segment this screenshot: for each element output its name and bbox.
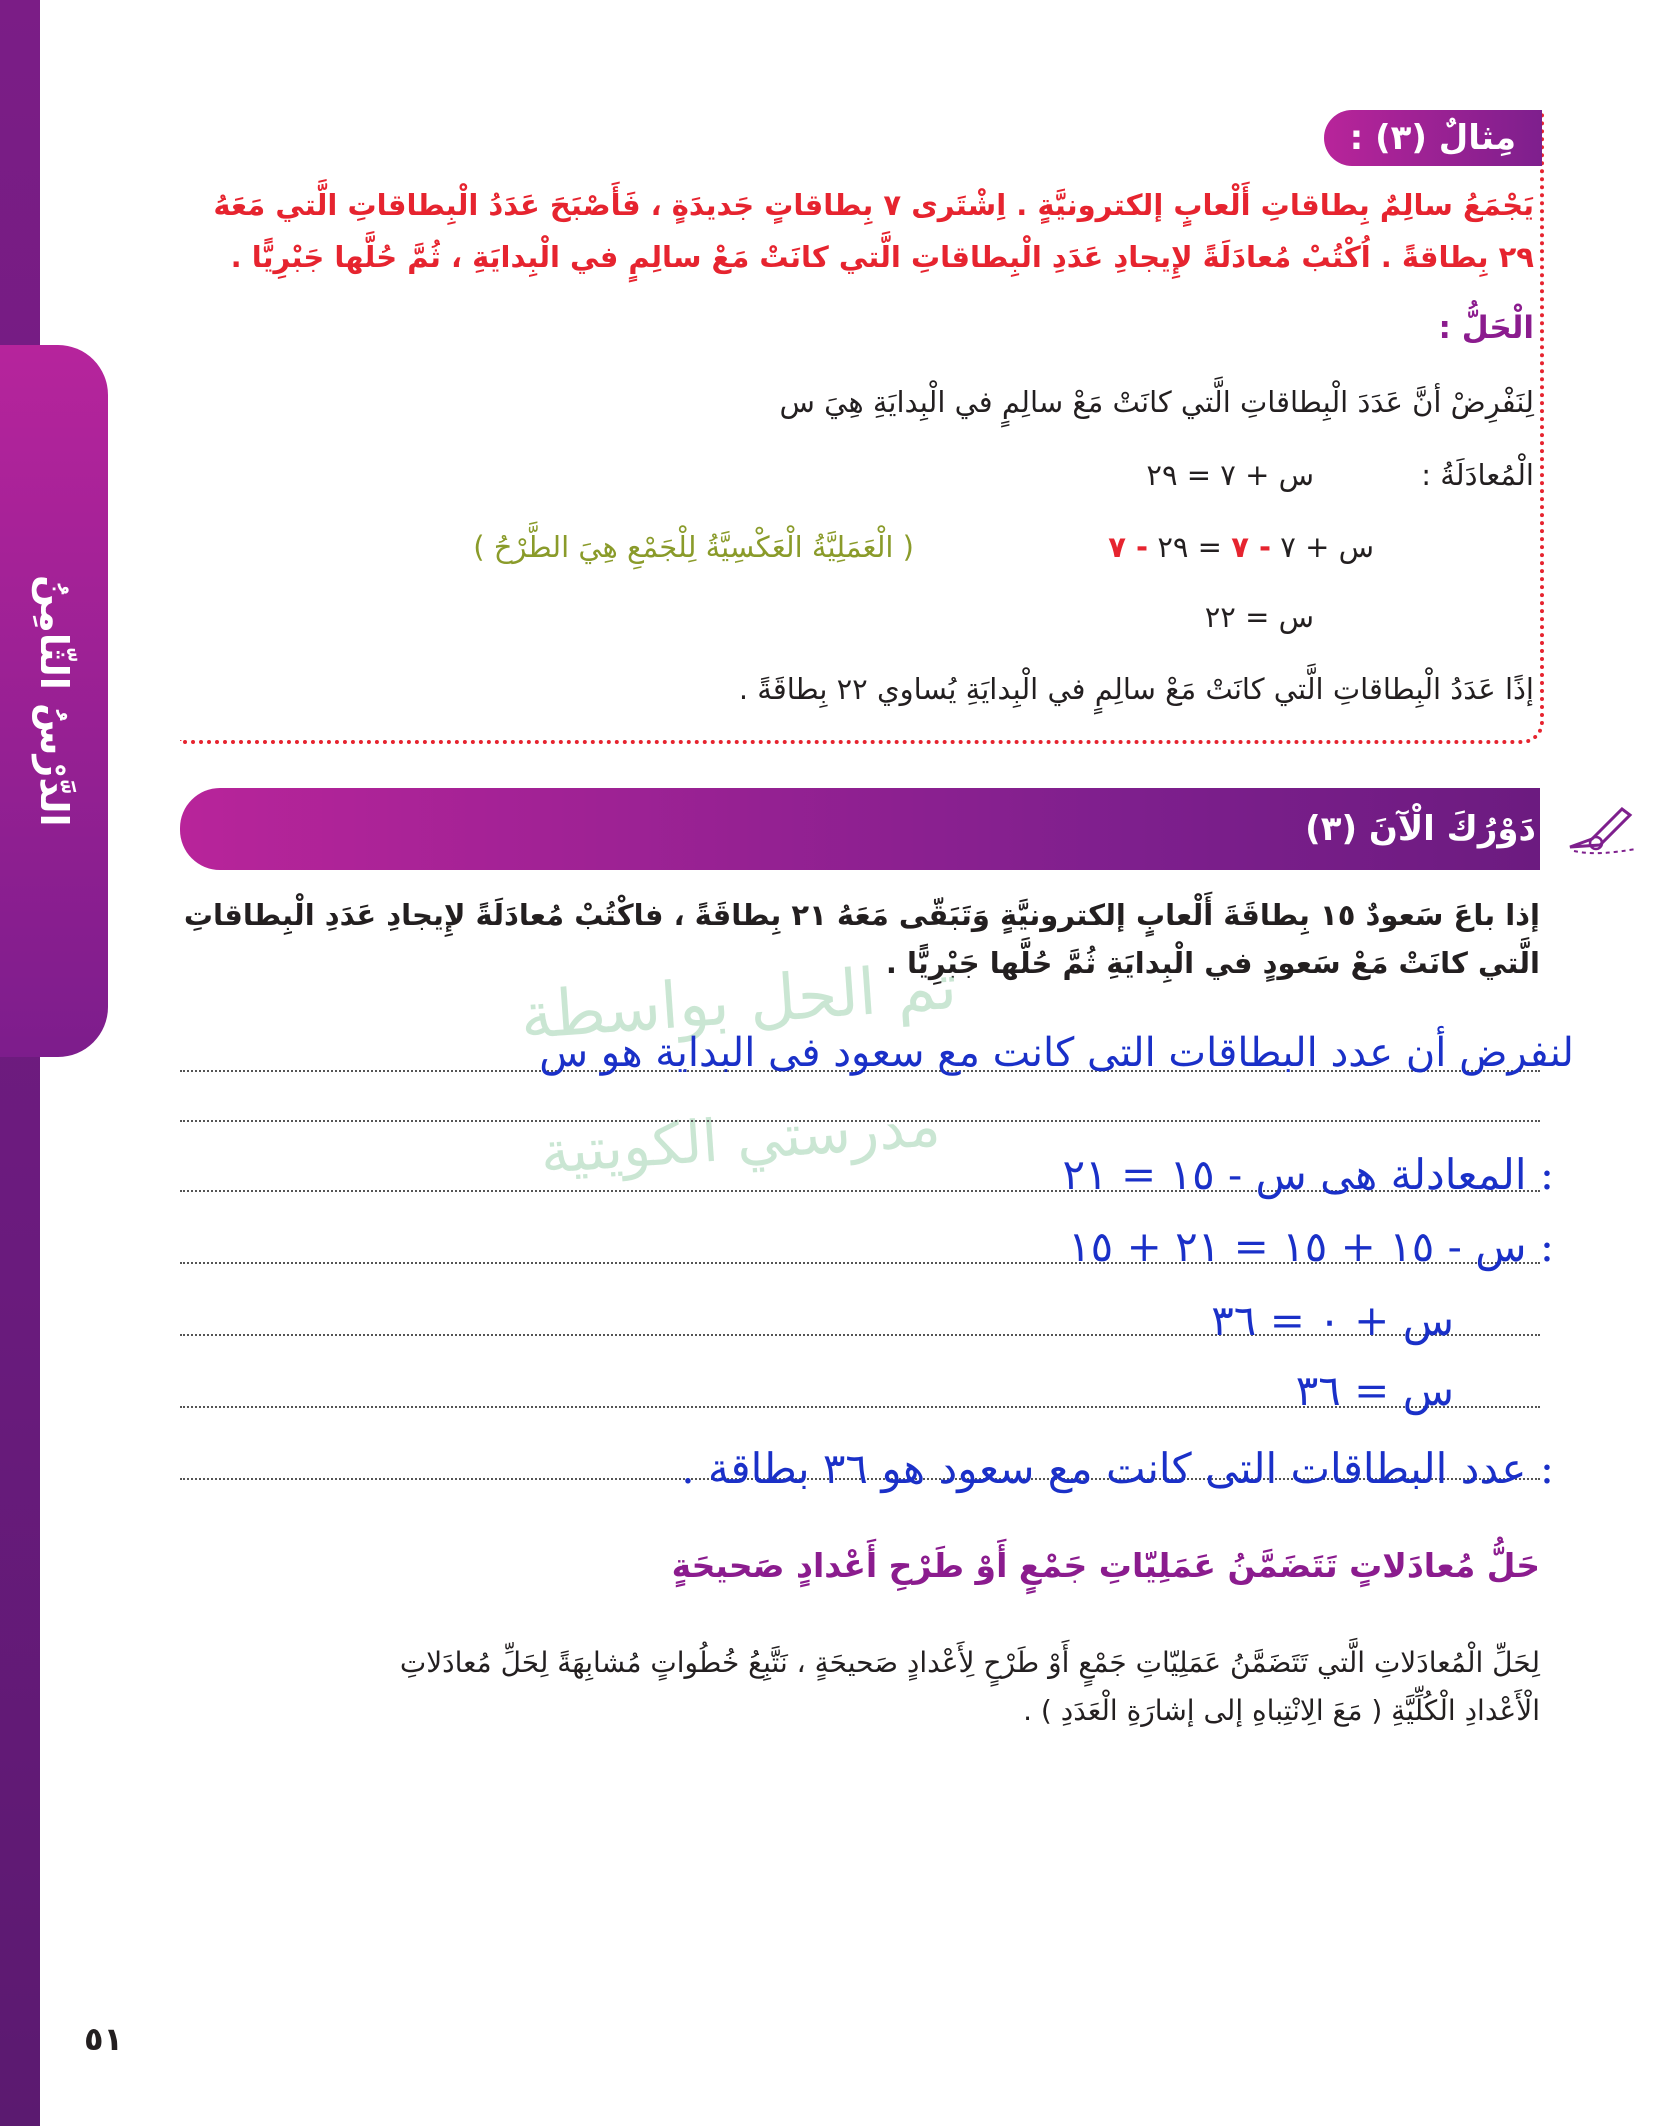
equation-label: الْمُعادَلَةُ :	[1421, 458, 1534, 492]
eq2-subtract-left: - ٧	[1231, 530, 1272, 564]
section-body-line2: الْأَعْدادِ الْكُلِّيَّةِ ( مَعَ الِانْتِباهِ إلى إشارَةِ الْعَدَدِ ) .	[1023, 1694, 1540, 1727]
equation-step-3: س = ٢٢	[1204, 600, 1314, 634]
pen-badge	[1544, 788, 1654, 870]
page-number: ٥١	[84, 2020, 124, 2058]
watermark-line1: تم الحل بواسطة	[517, 949, 960, 1055]
eq2-mid: = ٢٩	[1148, 530, 1232, 564]
example-problem-line2: ٢٩ بِطاقةً . اُكْتُبْ مُعادَلَةً لإِيجادِ عَدَدِ الْبِطاقاتِ الَّتي كانَتْ مَعْ سالِمٍ في الْبِدايَةِ ، ثُمَّ حُلَّها جَبْرِيًّا .	[230, 240, 1534, 274]
example-problem-line1: يَجْمَعُ سالِمٌ بِطاقاتِ أَلْعابٍ إلكترونيَّةٍ . اِشْتَرى ٧ بِطاقاتٍ جَديدَةٍ ، فَأَصْبَحَ عَدَدُ الْبِطاقاتِ الَّتي مَعَهُ	[213, 188, 1534, 222]
lesson-side-tab-label-wrap	[0, 345, 108, 1057]
eq2-main: س + ٧	[1271, 530, 1374, 564]
section-body-line1: لِحَلِّ الْمُعادَلاتِ الَّتي تَتَضَمَّنُ عَمَلِيّاتِ جَمْعٍ أَوْ طَرْحٍ لِأَعْدادٍ صَحيحَةٍ ، نَتَّبِعُ خُطُواتٍ مُشابِهَةً لِحَلِّ مُعادَلاتِ	[399, 1646, 1540, 1679]
lesson-side-tab-label: الدَّرْسُ الثّامِنُ	[32, 575, 76, 827]
handwritten-line-1: لنفرض أن عدد البطاقات التى كانت مع سعود فى البداية هو س	[539, 1030, 1574, 1076]
answer-line-2[interactable]	[180, 1120, 1540, 1122]
solution-label: الْحَلُّ :	[1438, 310, 1534, 346]
your-turn-title: دَوْرُكَ الْآنَ (٣)	[1305, 809, 1536, 849]
side-color-strip	[0, 0, 40, 2126]
example-title: مِثالٌ (٣) :	[1324, 110, 1542, 166]
watermark-line2: مدرستي الكويتية	[538, 1091, 943, 1187]
equation-step-1: س + ٧ = ٢٩	[1146, 458, 1314, 492]
section-heading: حَلُّ مُعادَلاتٍ تَتَضَمَّنُ عَمَلِيّاتِ جَمْعٍ أَوْ طَرْحِ أَعْدادٍ صَحيحَةٍ	[671, 1546, 1540, 1585]
example-content	[190, 180, 1534, 720]
handwritten-line-5: س = ٣٦	[1295, 1366, 1454, 1415]
assumption-text: لِنَفْرِضْ أنَّ عَدَدَ الْبِطاقاتِ الَّتي كانَتْ مَعْ سالِمٍ في الْبِدايَةِ هِيَ س	[779, 385, 1534, 419]
handwritten-line-6: : عدد البطاقات التى كانت مع سعود هو ٣٦ بطاقة .	[681, 1444, 1554, 1493]
handwritten-line-3: : س - ١٥ + ١٥ = ٢١ + ١٥	[1068, 1222, 1554, 1271]
your-turn-problem-line2: الَّتي كانَتْ مَعْ سَعودٍ في الْبِدايَةِ ثُمَّ حُلَّها جَبْرِيًّا .	[885, 946, 1540, 980]
handwritten-line-2: : المعادلة هى س - ١٥ = ٢١	[1062, 1150, 1554, 1199]
section-body	[180, 1638, 1540, 1748]
eq2-subtract-right: - ٧	[1108, 530, 1149, 564]
handwritten-line-4: س + ٠ = ٣٦	[1211, 1296, 1454, 1345]
writing-hand-icon	[1562, 799, 1642, 859]
inverse-operation-note: ( الْعَمَلِيَّةُ الْعَكْسِيَّةُ لِلْجَمْعِ هِيَ الطَّرْحُ )	[473, 530, 914, 564]
your-turn-problem-line1: إذا باعَ سَعودٌ ١٥ بِطاقَةَ أَلْعابٍ إلكترونيَّةٍ وَتَبَقّى مَعَهُ ٢١ بِطاقَةً ، فاكْتُبْ مُعادَلَةً لإِيجادِ عَدَدِ الْبِطاقاتِ	[183, 898, 1540, 932]
example-conclusion: إذًا عَدَدُ الْبِطاقاتِ الَّتي كانَتْ مَعْ سالِمٍ في الْبِدايَةِ يُساوي ٢٢ بِطاقَةً .	[738, 672, 1534, 706]
